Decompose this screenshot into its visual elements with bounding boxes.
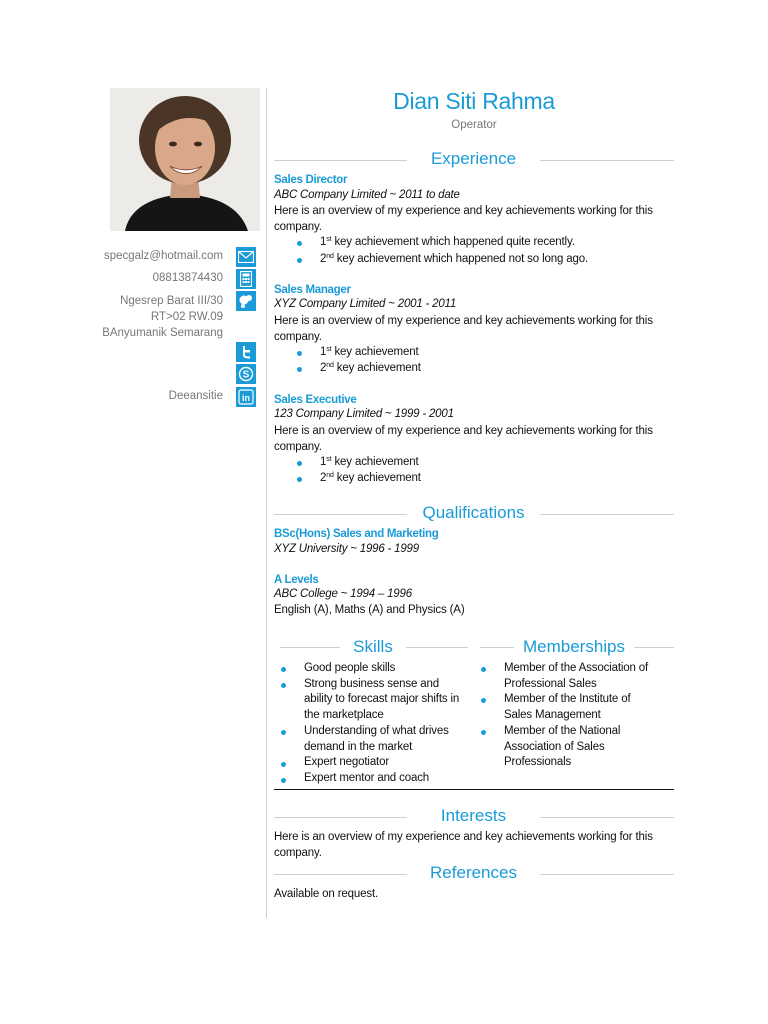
email-icon[interactable] [236,247,256,267]
bullet-item: 2nd key achievement [320,362,421,374]
bullet-item: 2nd key achievement which happened not so long ago. [320,253,589,265]
list-item: Good people skills [304,662,396,674]
experience-heading: Experience [430,149,517,168]
bullet-item: 1st key achievement which happened quite recently. [320,236,575,248]
list-item: Professionals [504,756,572,769]
linkedin-icon[interactable] [236,387,256,407]
interests-heading: Interests [440,806,507,825]
email-text[interactable]: specgalz@hotmail.com [103,250,223,262]
section-rule [634,647,674,648]
list-item: Expert mentor and coach [304,771,430,784]
bullet-dot [281,762,286,767]
bullet-dot [297,461,302,466]
list-item: Expert negotiator [304,756,390,769]
qualification-institution: ABC College ~ 1994 – 1996 [274,588,412,600]
section-rule [480,647,514,648]
job-title: Sales Manager [274,284,351,296]
address-icon [236,291,256,311]
job-summary: Here is an overview of my experience and key achievements working for this company. [274,315,653,343]
bullet-item: 1st key achievement [320,456,419,468]
section-rule [274,874,407,875]
full-name: Dian Siti Rahma [393,88,555,114]
bullet-dot [481,698,486,703]
bullet-dot [281,667,286,672]
bullet-dot [281,778,286,783]
job-summary: Here is an overview of my experience and key achievements working for this company. [274,205,653,233]
qualification-title: A Levels [274,574,319,586]
list-item: Member of the Association of [504,662,649,674]
interests-text: Here is an overview of my experience and key achievements working for this company. [274,831,653,859]
qualification-detail: English (A), Maths (A) and Physics (A) [274,604,465,616]
section-rule [274,817,407,818]
list-item: Member of the National [504,724,621,737]
job-role: Operator [451,119,497,131]
job-title: Sales Director [274,174,348,186]
section-divider [274,789,674,790]
section-rule [540,874,674,875]
list-item: Professional Sales [504,677,597,690]
qualification-title: BSc(Hons) Sales and Marketing [274,528,439,540]
column-divider [266,88,267,918]
memberships-heading: Memberships [522,637,626,656]
section-rule [274,514,407,515]
address-line-2: RT>02 RW.09 [150,311,223,323]
section-rule [540,514,674,515]
svg-text:S: S [242,369,250,381]
bullet-dot [481,667,486,672]
job-summary: Here is an overview of my experience and key achievements working for this company. [274,425,653,453]
skills-heading: Skills [353,637,393,656]
references-text: Available on request. [274,888,379,900]
skills-list [304,661,474,787]
profile-photo [110,88,260,231]
section-rule [540,817,674,818]
address-line-3: BAnyumanik Semarang [102,327,223,339]
list-item: Member of the Institute of [504,693,631,706]
phone-icon[interactable] [236,269,256,289]
list-item: the marketplace [304,709,384,722]
twitter-icon[interactable] [236,342,256,362]
bullet-item: 2nd key achievement [320,472,421,484]
phone-text: 08813874430 [152,272,223,284]
bullet-dot [297,258,302,263]
job-company: ABC Company Limited ~ 2011 to date [274,189,460,201]
qualification-institution: XYZ University ~ 1996 - 1999 [274,543,419,555]
bullet-dot [297,351,302,356]
qualifications-heading: Qualifications [422,503,525,522]
bullet-dot [481,730,486,735]
svg-text:in: in [242,393,250,403]
section-rule [540,160,674,161]
memberships-list [504,661,674,771]
bullet-item: 1st key achievement [320,346,419,358]
bullet-dot [281,683,286,688]
section-rule [280,647,340,648]
list-item: ability to forecast major shifts in [304,693,460,706]
bullet-dot [297,367,302,372]
bullet-dot [297,241,302,246]
job-title: Sales Executive [274,394,357,406]
skype-icon[interactable] [236,364,256,384]
section-rule [274,160,407,161]
list-item: Understanding of what drives [304,724,449,737]
list-item: Sales Management [504,709,601,722]
job-company: XYZ Company Limited ~ 2001 - 2011 [274,298,457,310]
bullet-dot [281,730,286,735]
list-item: demand in the market [304,740,413,753]
social-handle: Deeansitie [168,390,223,402]
job-company: 123 Company Limited ~ 1999 - 2001 [274,408,454,420]
references-heading: References [430,863,517,882]
address-line-1: Ngesrep Barat III/30 [120,295,223,307]
list-item: Association of Sales [504,740,605,753]
bullet-dot [297,477,302,482]
section-rule [406,647,468,648]
list-item: Strong business sense and [304,677,439,690]
